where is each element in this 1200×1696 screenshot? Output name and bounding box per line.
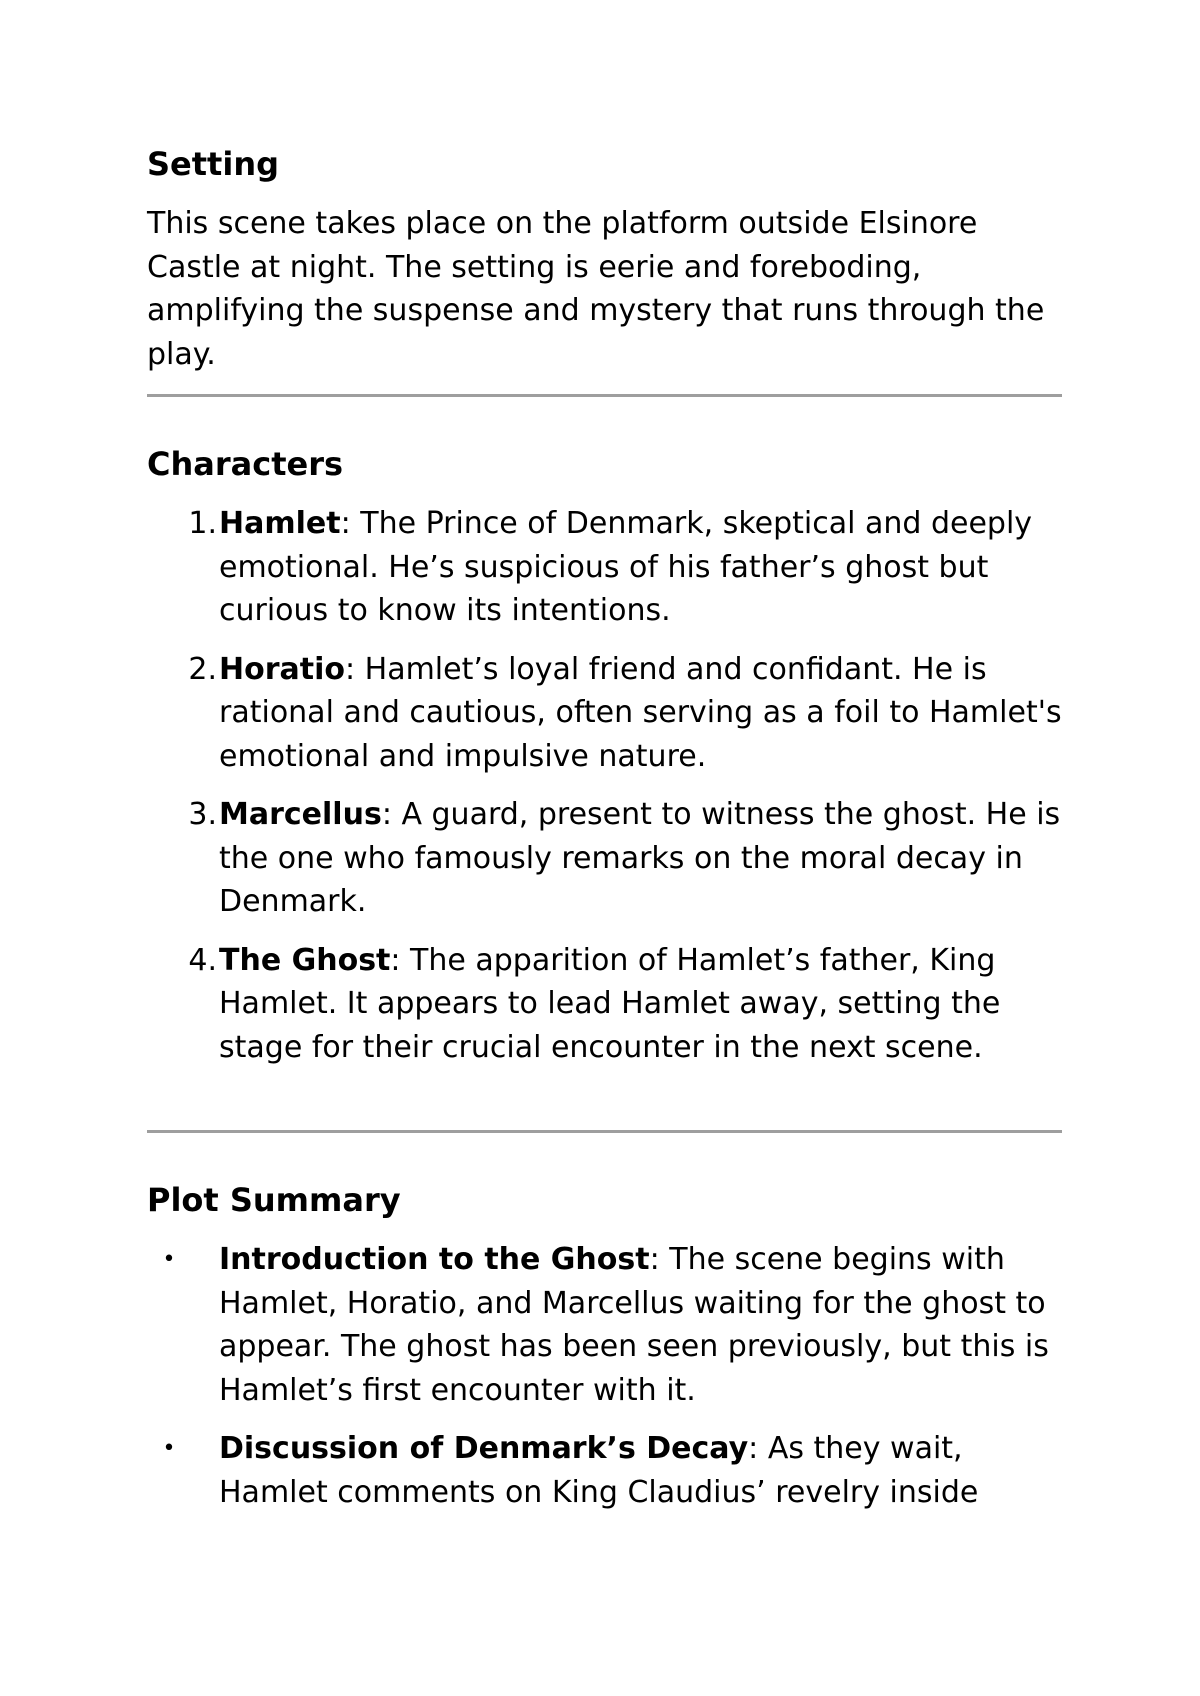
bullet-marker: • [162,1247,176,1272]
character-name: Hamlet [219,506,341,541]
plot-point-title: Discussion of Denmark’s Decay [219,1431,749,1466]
plot-point-description: : As they wait, Hamlet comments on King Claudius’ revelry inside [219,1431,979,1510]
setting-heading: Setting [147,145,279,183]
list-number: 3. [188,797,217,832]
list-item [147,939,1062,1070]
plot-point-title: Introduction to the Ghost [219,1242,650,1277]
character-name: The Ghost [219,942,391,978]
setting-paragraph: This scene takes place on the platform outside Elsinore Castle at night. The setting is eerie and foreboding, amplifying the suspense and mystery that runs through the play. [147,206,1045,372]
list-number: 2. [188,651,217,687]
section-divider [147,394,1062,397]
list-number: 1. [188,506,217,541]
list-number: 4. [188,942,217,978]
character-description: : The apparition of Hamlet’s father, King Hamlet. It appears to lead Hamlet away, setting the stage for their crucial encounter in the next scene. [219,942,1001,1065]
list-item [147,1427,1062,1514]
plot-point-description: : The scene begins with Hamlet, Horatio, and Marcellus waiting for the ghost to appear. The ghost has been seen previously, but this is Hamlet’s first encounter with it. [219,1242,1049,1408]
character-name: Marcellus [219,797,382,832]
characters-heading: Characters [147,445,344,483]
character-description: : A guard, present to witness the ghost. He is the one who famously remarks on the moral decay in Denmark. [219,797,1061,919]
list-item [147,502,1062,633]
plot-summary-list [147,1238,1062,1529]
list-item [147,793,1062,924]
characters-list [147,502,1062,1084]
plot-summary-heading: Plot Summary [147,1181,401,1219]
list-item [147,648,1062,779]
list-item [147,1238,1062,1412]
bullet-marker: • [162,1436,176,1461]
character-description: : Hamlet’s loyal friend and confidant. He is rational and cautious, often serving as a foil to Hamlet's emotional and impulsive nature. [219,651,1062,774]
section-divider [147,1130,1062,1133]
character-description: : The Prince of Denmark, skeptical and deeply emotional. He’s suspicious of his father’s ghost but curious to know its intentions. [219,506,1033,628]
character-name: Horatio [219,651,345,687]
